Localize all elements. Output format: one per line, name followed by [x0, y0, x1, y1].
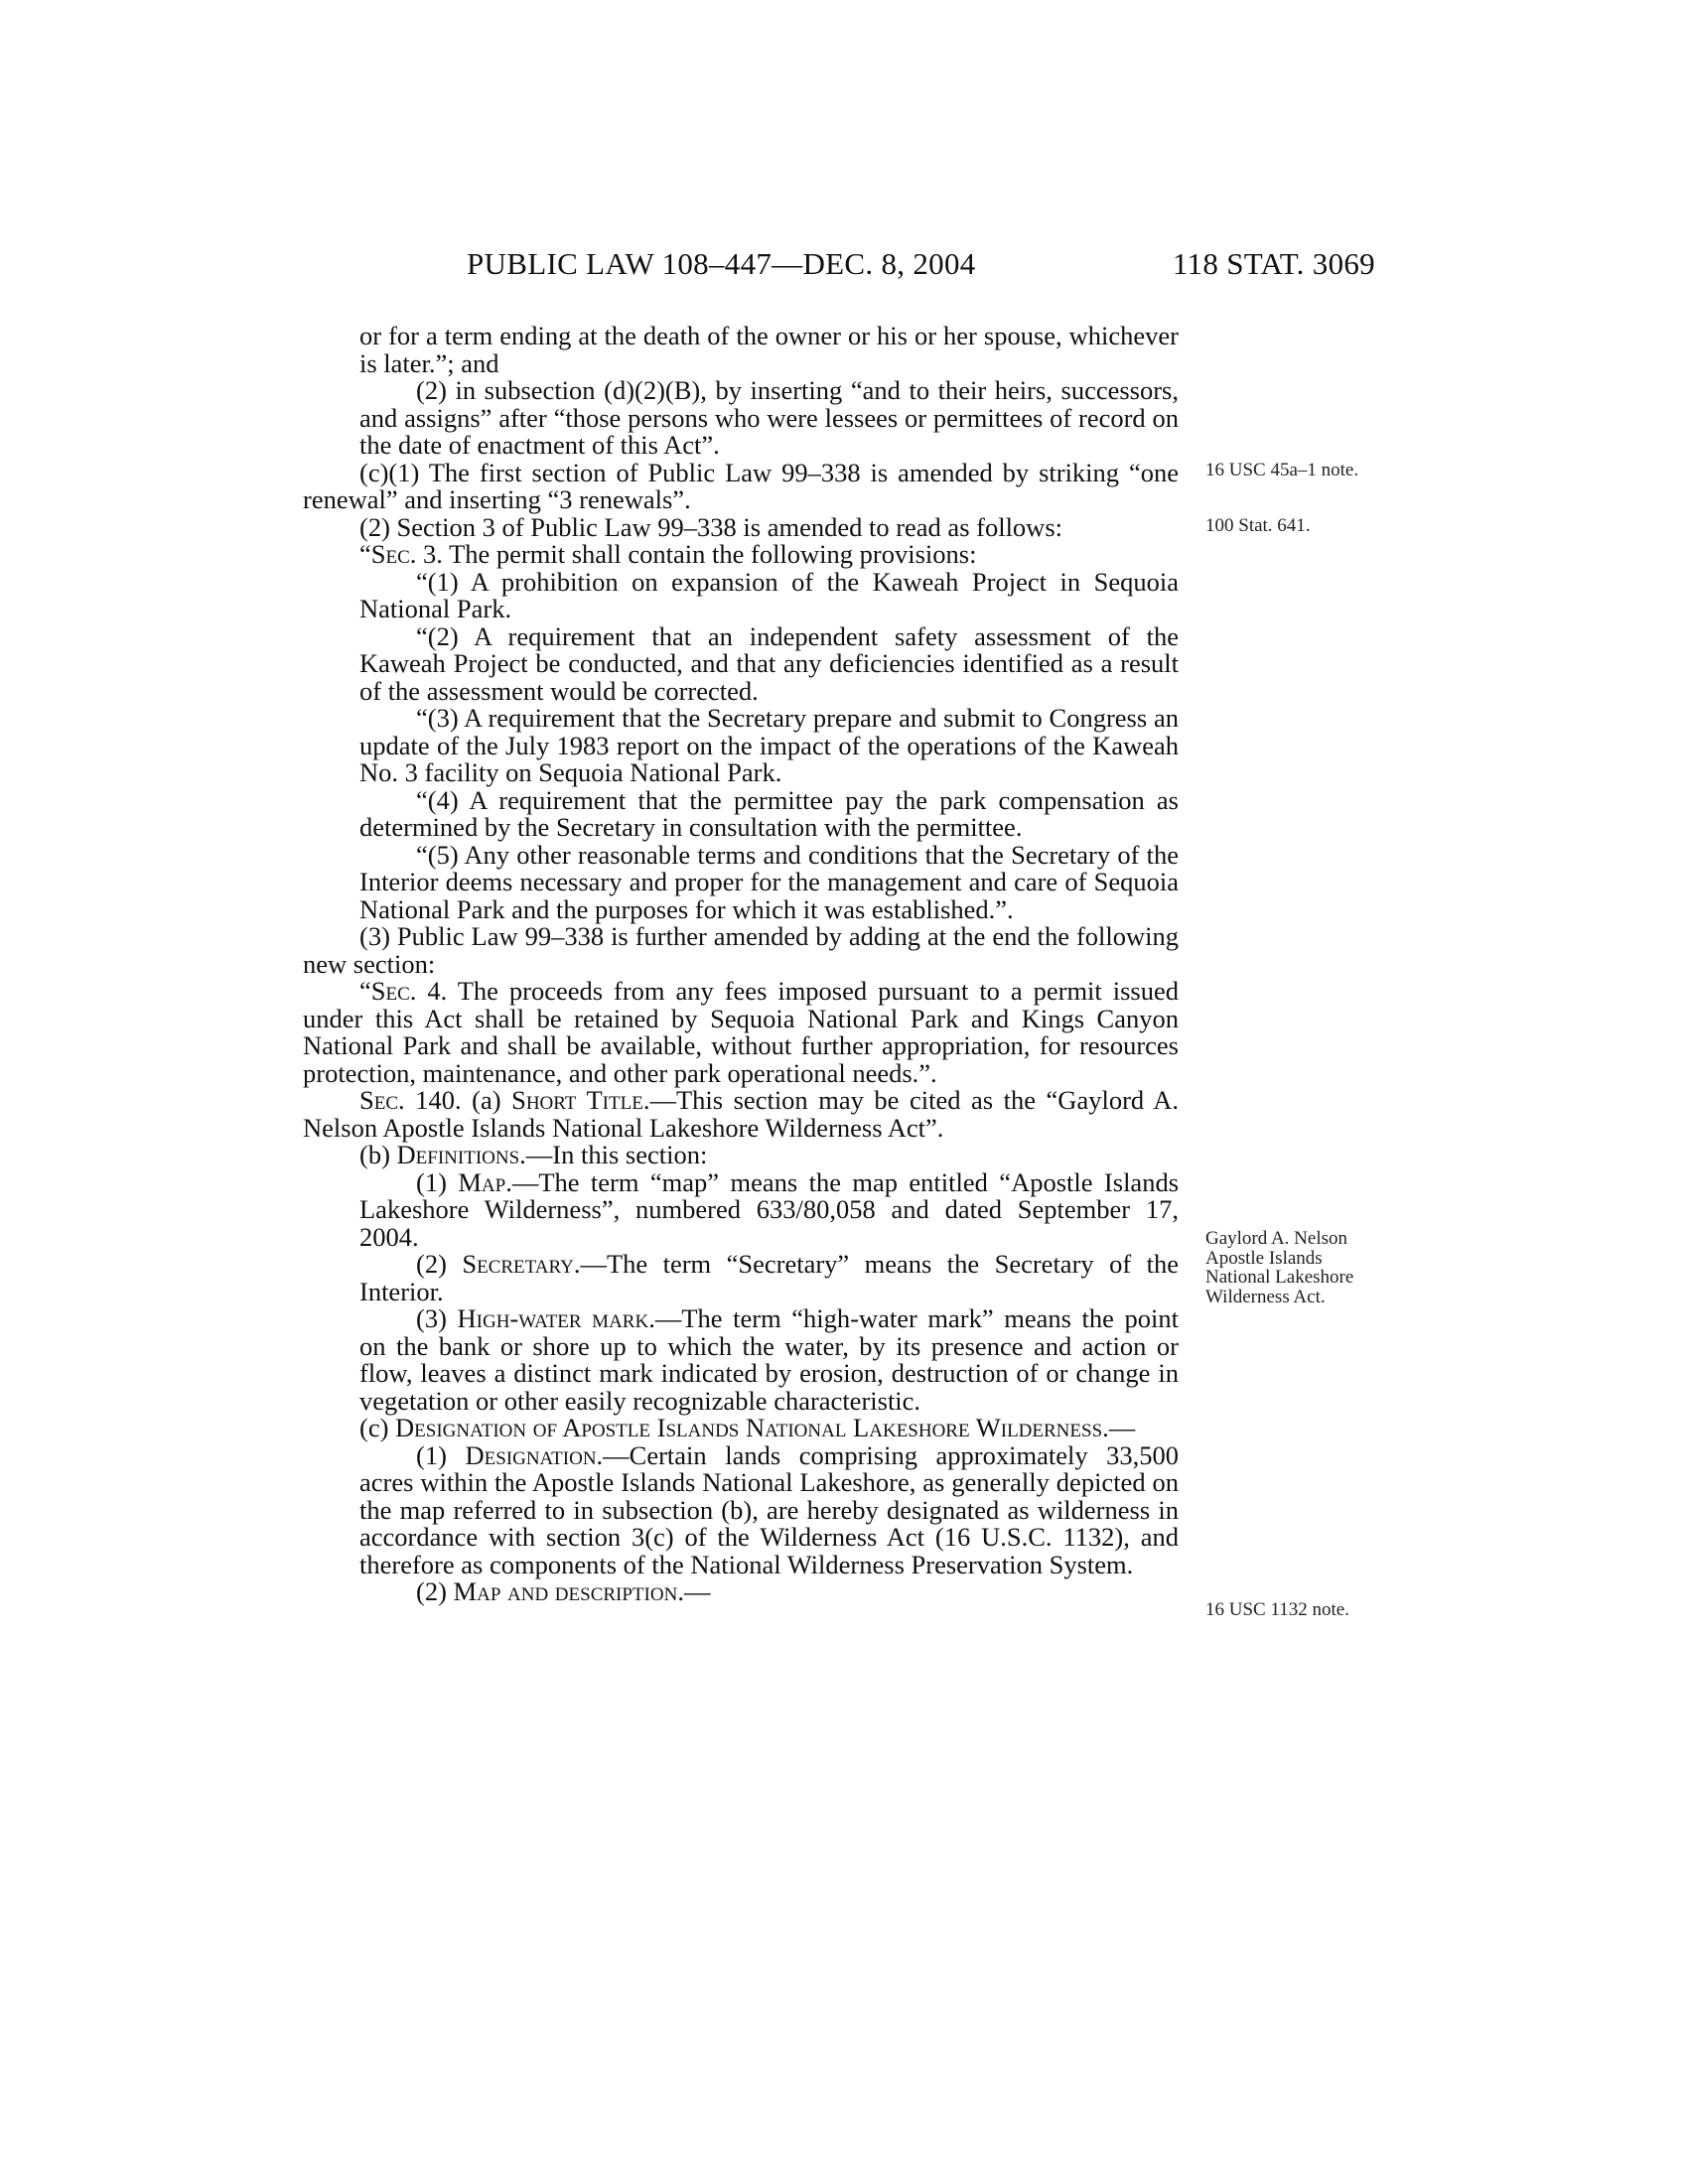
paragraph-designation-heading [303, 1415, 1179, 1442]
text-run: “ [359, 976, 371, 1006]
paragraph-amendment-2: (2) in subsection (d)(2)(B), by inserting “and to their heirs, successors, and assigns” after “those persons who were lessees or permittees of record on the date of enactment of this Act”. [359, 375, 1179, 460]
text-run: (b) [359, 1140, 397, 1169]
paragraph-definitions [303, 1142, 1179, 1169]
section-label: Sec [370, 539, 410, 569]
definition-high-water-mark [303, 1305, 1179, 1415]
text-run: (1) [416, 1166, 459, 1197]
paragraph-c2: (2) Section 3 of Public Law 99–338 is amended to read as follows: [359, 511, 1062, 542]
margin-note-stat-citation: 100 Stat. 641. [1205, 515, 1311, 536]
margin-note-act-name: Gaylord A. Nelson Apostle Islands National Lakeshore Wilderness Act. [1205, 1228, 1354, 1307]
heading-definitions: Definitions [396, 1140, 520, 1169]
paragraph-sec-140-short-title [303, 1087, 1179, 1142]
statute-page-reference: 118 STAT. 3069 [1172, 246, 1375, 281]
text-run: .—The term “high-water mark” means the point on the bank or shore up to which the water, by its presence and action or flow, leaves a distinct mark indicated by erosion, destruction of or change in vegetation or other easily recognizable characteristic. [359, 1303, 1179, 1416]
margin-note-usc-citation: 16 USC 45a–1 note. [1205, 460, 1359, 480]
text-run: .—The term “map” means the map entitled “Apostle Islands Lakeshore Wilderness”, numbered 633/80,058 and dated September 17, 2004. [359, 1166, 1180, 1252]
paragraph-c1: (c)(1) The first section of Public Law 99–338 is amended by striking “one renewal” and inserting “3 renewals”. [303, 457, 1179, 514]
text-run: . 140. (a) [398, 1085, 512, 1115]
text-run: .—In this section: [519, 1140, 708, 1169]
text-run: . 3. The permit shall contain the following provisions: [409, 539, 977, 569]
heading-map: Map [458, 1166, 506, 1197]
text-run: .—Certain lands comprising approximately 33,500 acres within the Apostle Islands National Lakeshore, as generally depicted on the map referred to in subsection (b), are hereby designated as wilderness in accordance with section 3(c) of the Wilderness Act (16 U.S.C. 1132), and therefore as components of the National Wilderness Preservation System. [359, 1439, 1180, 1579]
text-run: .— [677, 1576, 711, 1606]
text-run: “ [359, 539, 371, 569]
paragraph-sec-4 [303, 978, 1179, 1087]
paragraph-c3: (3) Public Law 99–338 is further amended by adding at the end the following new section: [303, 921, 1179, 979]
provision-5: “(5) Any other reasonable terms and conditions that the Secretary of the Interior deems necessary and proper for the management and care of Sequoia National Park and the purposes for which it was established.”. [359, 839, 1179, 924]
heading-short-title: Short Title [511, 1085, 643, 1115]
text-run: (3) [416, 1303, 458, 1333]
text-run: .— [1102, 1413, 1136, 1442]
paragraph-designation [303, 1439, 1180, 1579]
body-text [303, 323, 1179, 1606]
heading-designation: Designation [465, 1439, 597, 1470]
heading-map-and-description: Map and description [453, 1576, 678, 1606]
text-run: (2) [416, 1576, 454, 1606]
heading-high-water-mark: High-water mark [457, 1303, 649, 1333]
heading-designation-of-wilderness: Designation of Apostle Islands National Lakeshore Wilderness [395, 1413, 1103, 1442]
provision-3: “(3) A requirement that the Secretary prepare and submit to Congress an update of the July 1983 report on the impact of the operations of the Kaweah No. 3 facility on Sequoia National Park. [359, 703, 1179, 787]
margin-note-usc-1132: 16 USC 1132 note. [1205, 1599, 1349, 1620]
text-run: (2) [416, 1249, 463, 1279]
definition-secretary [303, 1251, 1179, 1305]
heading-secretary: Secretary [462, 1249, 574, 1279]
section-label: Sec [359, 1085, 399, 1115]
paragraph-continuation: or for a term ending at the death of the owner or his or her spouse, whichever is later.”; and [359, 321, 1179, 378]
definition-map [303, 1166, 1180, 1252]
text-run: . 4. The proceeds from any fees imposed pursuant to a permit issued under this Act shall be retained by Sequoia National Park and Kings Canyon National Park and shall be available, without further appropriation, for resources protection, maintenance, and other park operational needs.”. [303, 976, 1179, 1088]
page-header [298, 246, 1375, 286]
provision-1: “(1) A prohibition on expansion of the Kaweah Project in Sequoia National Park. [359, 566, 1179, 623]
paragraph-map-and-description [303, 1578, 1179, 1606]
paragraph-sec-3 [303, 541, 1179, 569]
running-head: PUBLIC LAW 108–447—DEC. 8, 2004 [467, 246, 976, 281]
section-label: Sec [370, 976, 410, 1006]
text-run: .—The term “Secretary” means the Secretary of the Interior. [359, 1249, 1179, 1306]
text-run: (1) [416, 1439, 466, 1470]
text-run: .—This section may be cited as the “Gaylord A. Nelson Apostle Islands National Lakeshore Wilderness Act”. [303, 1085, 1179, 1143]
text-run: (c) [359, 1413, 396, 1442]
provision-2: “(2) A requirement that an independent safety assessment of the Kaweah Project be conducted, and that any deficiencies identified as a result of the assessment would be corrected. [359, 620, 1179, 706]
provision-4: “(4) A requirement that the permittee pay the park compensation as determined by the Secretary in consultation with the permittee. [359, 784, 1179, 842]
